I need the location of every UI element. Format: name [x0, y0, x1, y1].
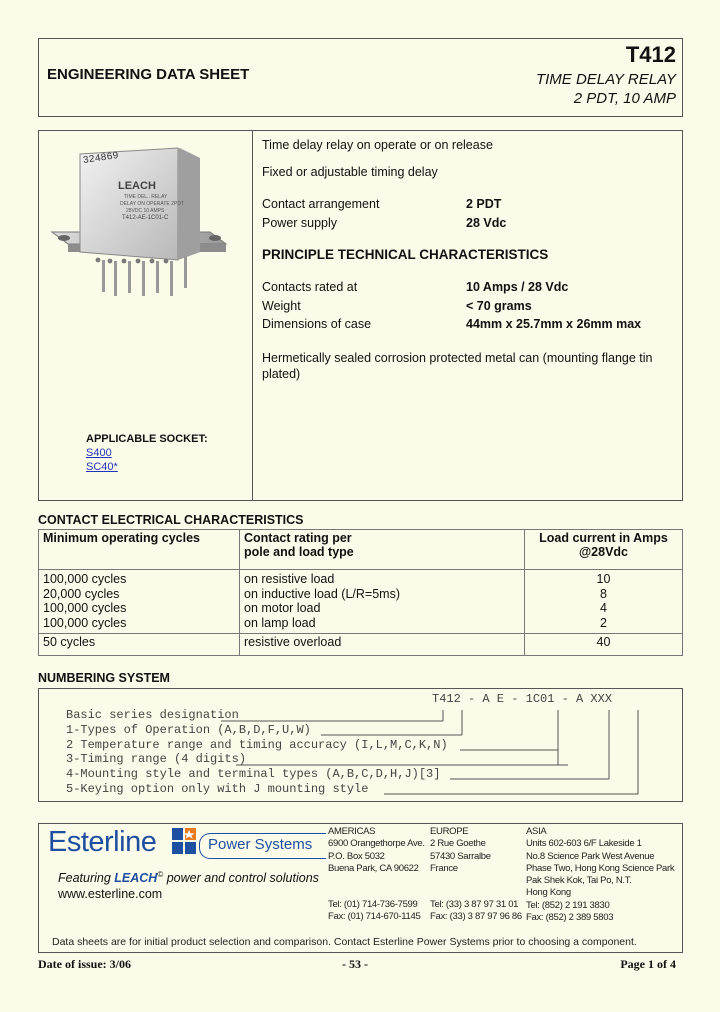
table-header-row	[39, 530, 683, 570]
tech-label: Contacts rated at	[262, 280, 358, 294]
esterline-logo-mark	[172, 828, 196, 856]
part-number-code: T412 - A E - 1C01 - A XXX	[432, 692, 613, 706]
socket-link-sc40[interactable]: SC40*	[86, 461, 118, 473]
address-europe: EUROPE 2 Rue Goethe 57430 Sarralbe France Tel: (33) 3 87 97 31 01 Fax: (33) 3 87 97 96 86	[430, 826, 522, 923]
website-link[interactable]: www.esterline.com	[58, 887, 163, 901]
numbering-line: Basic series designation	[66, 708, 239, 722]
numbering-line: 2 Temperature range and timing accuracy (I,L,M,C,K,N)	[66, 738, 448, 752]
amps-cell: 10 8 4 2	[525, 570, 683, 634]
tech-label: Weight	[262, 299, 301, 313]
leach-brand: LEACH	[114, 871, 158, 886]
relay-stamp: 324869	[82, 151, 120, 167]
product-note-line-2: plated)	[262, 367, 301, 381]
relay-label-brand: LEACH	[118, 180, 156, 192]
socket-link-s400[interactable]: S400	[86, 447, 112, 459]
numbering-line: 3-Timing range (4 digits)	[66, 752, 247, 766]
doc-title: ENGINEERING DATA SHEET	[47, 66, 250, 83]
product-subtitle-2: 2 PDT, 10 AMP	[573, 90, 676, 107]
numbering-section-title: NUMBERING SYSTEM	[38, 671, 170, 685]
numbering-line: 1-Types of Operation (A,B,D,F,U,W)	[66, 723, 311, 737]
numbering-leader-lines	[38, 688, 683, 802]
tech-title: PRINCIPLE TECHNICAL CHARACTERISTICS	[262, 247, 549, 262]
product-subtitle-1: TIME DELAY RELAY	[535, 71, 676, 88]
table-row-group	[39, 570, 683, 634]
numbering-line: 4-Mounting style and terminal types (A,B,C,D,H,J)[3]	[66, 767, 441, 781]
product-note-line-1: Hermetically sealed corrosion protected metal can (mounting flange tin	[262, 351, 653, 365]
division-name: Power Systems	[208, 836, 313, 853]
cycles-cell: 100,000 cycles 20,000 cycles 100,000 cycles 100,000 cycles	[39, 570, 240, 634]
load-cell: on resistive load on inductive load (L/R=5ms) on motor load on lamp load	[240, 570, 525, 634]
table-row	[39, 633, 683, 655]
overload-load: resistive overload	[240, 633, 525, 655]
page-of: Page 1 of 4	[620, 957, 676, 971]
product-desc-1: Time delay relay on operate or on release	[262, 138, 493, 152]
tech-value: 44mm x 25.7mm x 26mm max	[466, 317, 642, 331]
product-divider	[252, 131, 253, 500]
relay-label-line: 28VDC 10 AMPS	[126, 208, 165, 214]
address-americas: AMERICAS 6900 Orangethorpe Ave. P.O. Box 5032 Buena Park, CA 90622 Tel: (01) 714-736-7599 Fax: (01) 714-670-1145	[328, 826, 425, 923]
page-number: - 53 -	[342, 957, 368, 971]
contact-table	[38, 529, 683, 656]
header-cycles: Minimum operating cycles	[39, 530, 240, 570]
spec-label: Contact arrangement	[262, 197, 380, 211]
issue-date: Date of issue: 3/06	[38, 957, 131, 971]
relay-label-line: T412-AE-1C01-C	[122, 215, 169, 221]
brand-logo-text: Esterline	[48, 826, 157, 858]
overload-amps: 40	[525, 633, 683, 655]
spec-label: Power supply	[262, 216, 338, 230]
product-desc-2: Fixed or adjustable timing delay	[262, 165, 438, 179]
address-asia: ASIA Units 602-603 6/F Lakeside 1 No.8 Science Park West Avenue Phase Two, Hong Kong Science Park Pak Shek Kok, Tai Po, N.T. Hong Kong Tel: (852) 2 191 3830 Fax: (852) 2 389 5803	[526, 826, 675, 924]
header-rating: Contact rating per pole and load type	[240, 530, 525, 570]
product-code: T412	[625, 42, 676, 67]
header-current: Load current in Amps @28Vdc	[525, 530, 683, 570]
relay-label-line: DELAY ON OPERATE 2PDT	[120, 201, 184, 207]
contact-section-title: CONTACT ELECTRICAL CHARACTERISTICS	[38, 513, 304, 527]
numbering-line: 5-Keying option only with J mounting style	[66, 782, 369, 796]
socket-label: APPLICABLE SOCKET:	[86, 433, 208, 445]
tech-label: Dimensions of case	[262, 317, 372, 331]
spec-value: 2 PDT	[466, 197, 502, 211]
disclaimer: Data sheets are for initial product selection and comparison. Contact Esterline Power Systems prior to choosing a component.	[52, 936, 637, 948]
tech-value: 10 Amps / 28 Vdc	[466, 280, 569, 294]
tech-value: < 70 grams	[466, 299, 532, 313]
tagline: Featuring LEACH© power and control solutions	[58, 870, 319, 886]
spec-value: 28 Vdc	[466, 216, 507, 230]
relay-label-line: TIME DEL.. RELAY	[124, 194, 168, 200]
overload-cycles: 50 cycles	[39, 633, 240, 655]
